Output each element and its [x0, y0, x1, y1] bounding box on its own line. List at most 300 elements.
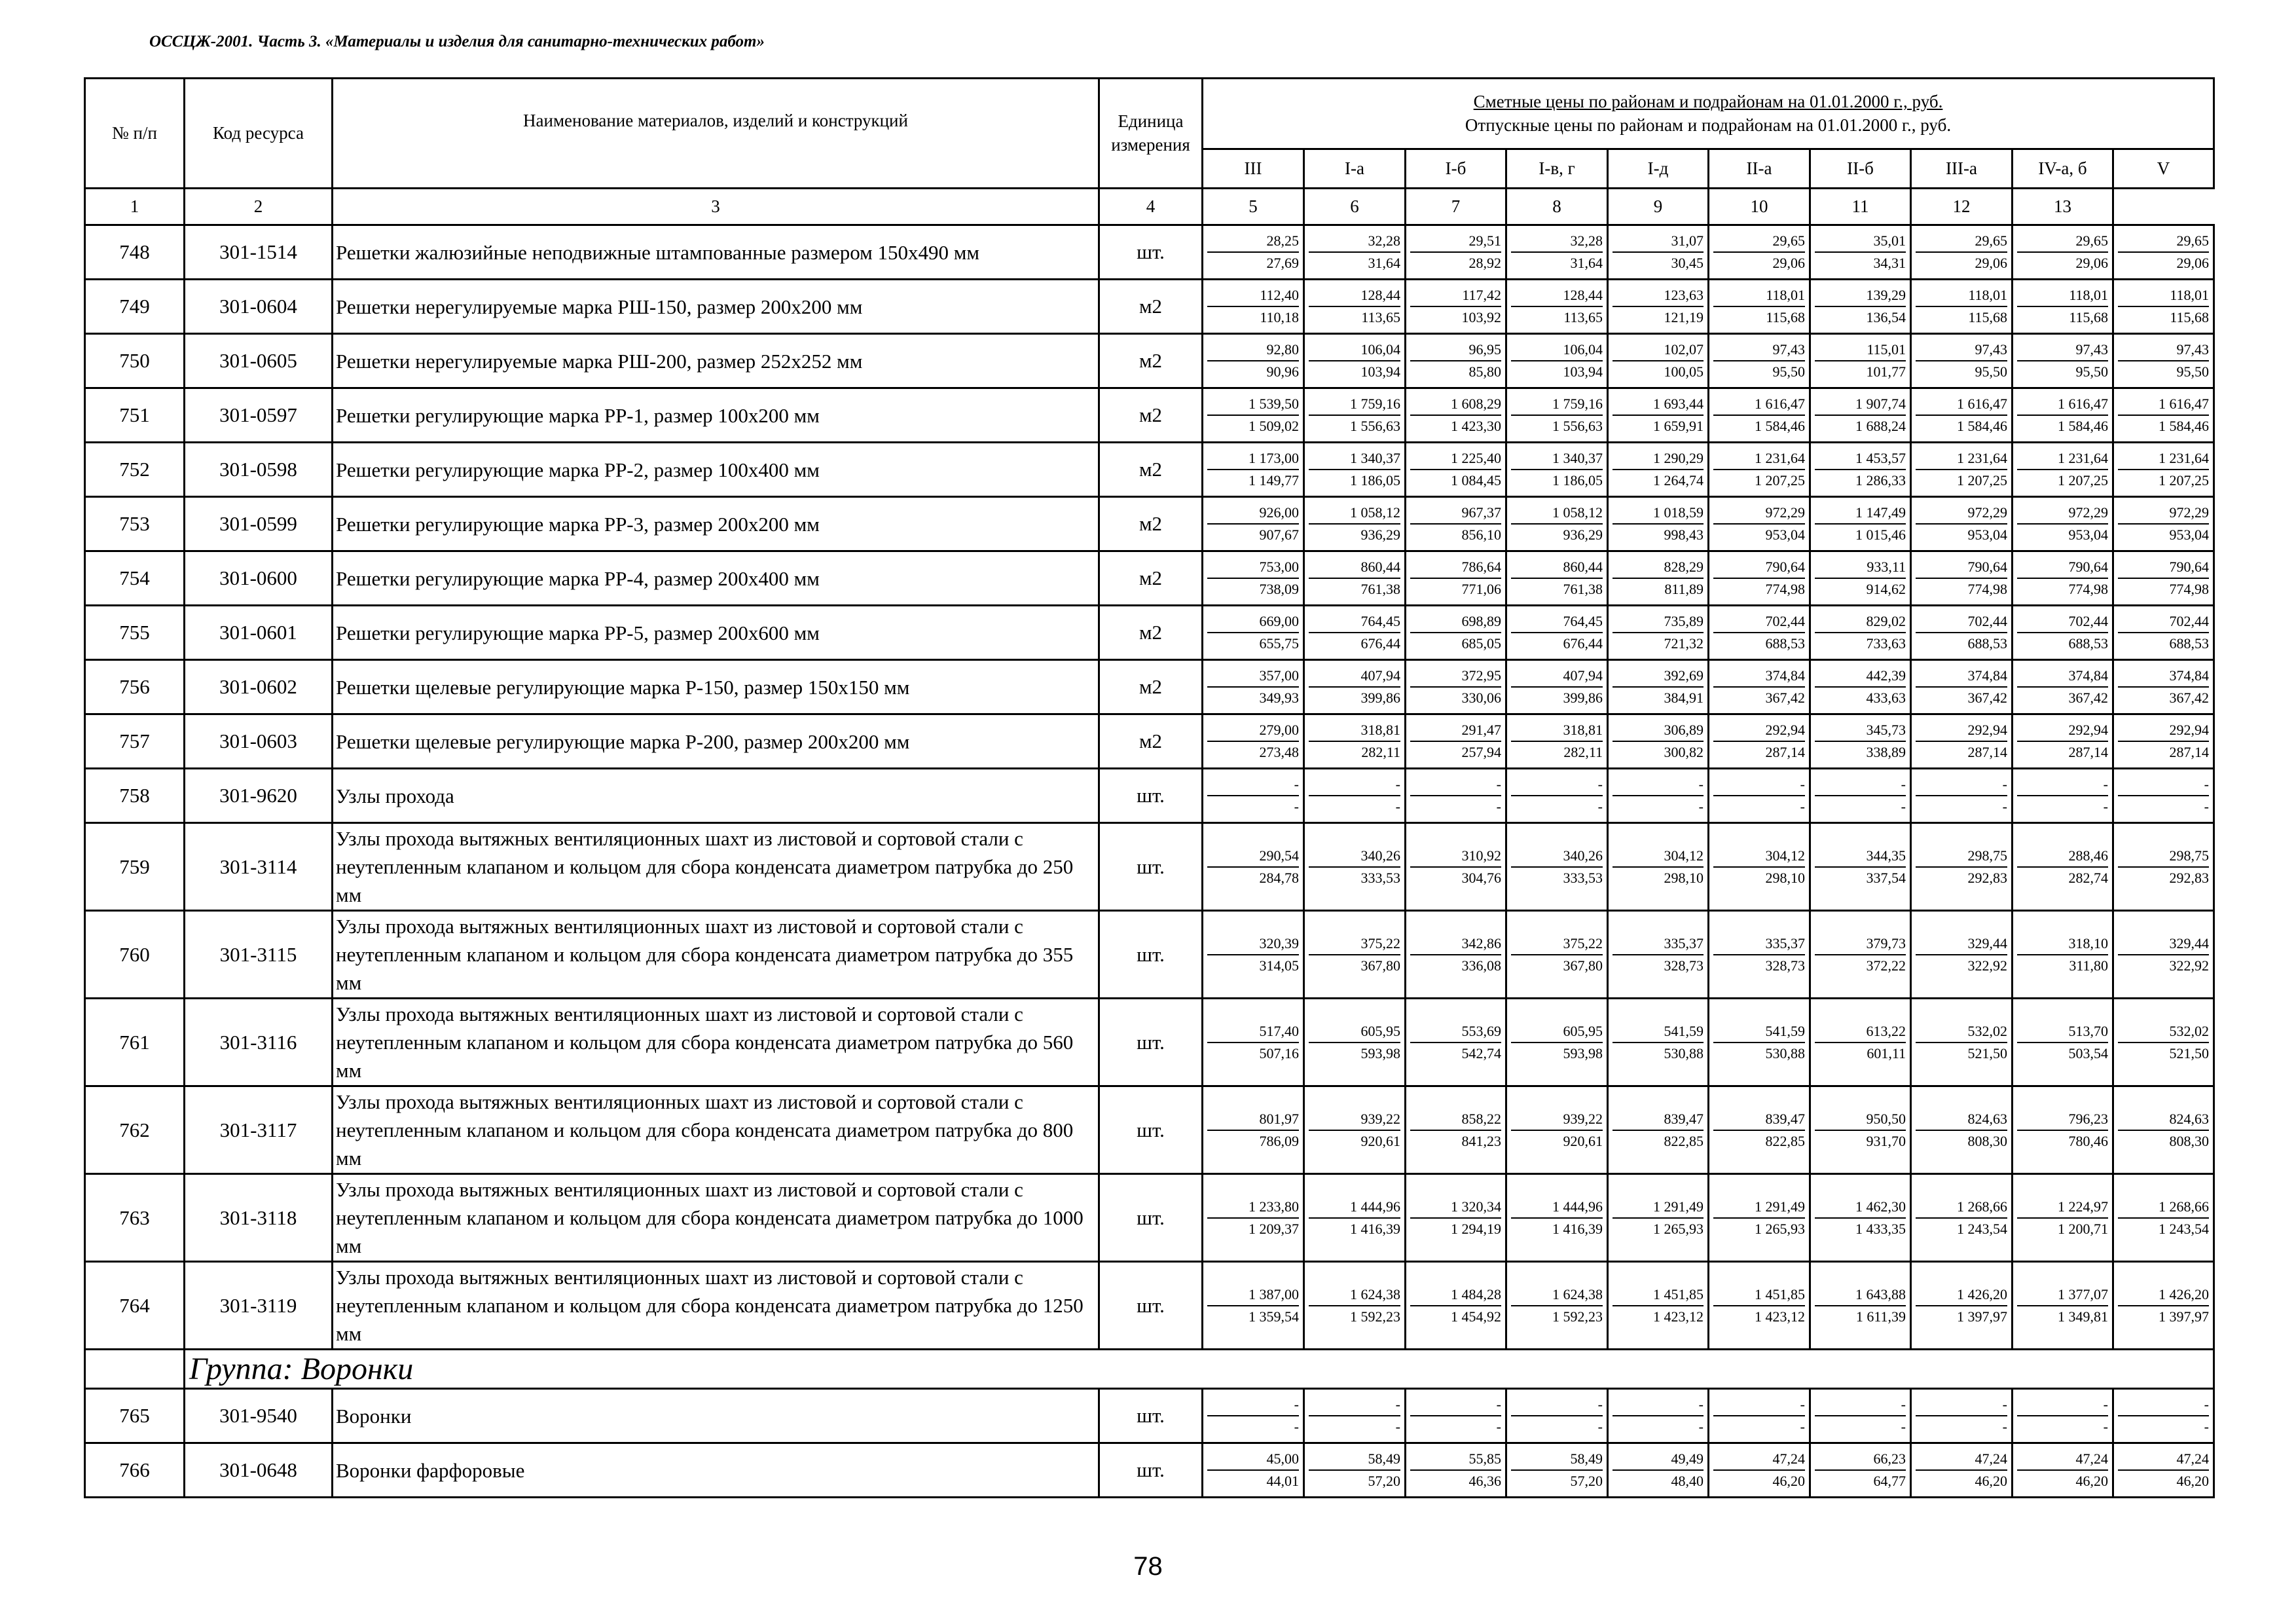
- release-price: 676,44: [1360, 635, 1400, 652]
- release-price: -: [1496, 1418, 1501, 1435]
- price-cell: [1304, 388, 1406, 443]
- col-header-prices: [1203, 79, 2214, 149]
- price-cell: [1709, 606, 1810, 660]
- estimate-price: 335,37: [1713, 933, 1805, 955]
- estimate-price: 304,12: [1613, 845, 1704, 868]
- estimate-price: 1 907,74: [1815, 394, 1906, 416]
- release-price: 507,16: [1259, 1044, 1299, 1061]
- unit-of-measure: шт.: [1099, 769, 1203, 823]
- price-cell: [2113, 1389, 2214, 1443]
- release-price: 57,20: [1368, 1473, 1400, 1489]
- estimate-price: 32,28: [1511, 231, 1603, 253]
- release-price: 931,70: [1866, 1132, 1906, 1149]
- estimate-price: 1 539,50: [1207, 394, 1299, 416]
- price-cell: [1911, 606, 2013, 660]
- release-price: 655,75: [1259, 635, 1299, 652]
- estimate-price: 829,02: [1815, 611, 1906, 633]
- page-number: 78: [1133, 1552, 1163, 1581]
- estimate-price: 1 340,37: [1309, 448, 1400, 470]
- table-row: [85, 823, 2214, 911]
- price-cell: [1911, 497, 2013, 551]
- estimate-price: 97,43: [2118, 339, 2209, 361]
- estimate-price: 1 224,97: [2017, 1196, 2108, 1219]
- release-price: 1 454,92: [1451, 1308, 1501, 1325]
- price-cell: [1406, 497, 1506, 551]
- release-price: 34,31: [1873, 255, 1906, 271]
- table-row: [85, 1086, 2214, 1174]
- price-cell: [1911, 769, 2013, 823]
- region-header: V: [2113, 149, 2214, 189]
- estimate-price: 605,95: [1309, 1021, 1400, 1043]
- price-cell: [1911, 1389, 2013, 1443]
- release-price: 1 186,05: [1552, 472, 1603, 489]
- release-price: 688,53: [1967, 635, 2007, 652]
- release-price: 841,23: [1461, 1132, 1501, 1149]
- price-cell: [2013, 1174, 2113, 1262]
- estimate-price: 1 693,44: [1613, 394, 1704, 416]
- estimate-price: 304,12: [1713, 845, 1805, 868]
- resource-code: 301-0599: [185, 497, 333, 551]
- row-number: 752: [85, 443, 185, 497]
- price-cell: [2113, 1262, 2214, 1350]
- price-cell: [1709, 769, 1810, 823]
- estimate-price: 790,64: [1713, 557, 1805, 579]
- price-cell: [2113, 1174, 2214, 1262]
- price-cell: [1911, 388, 2013, 443]
- price-cell: [1406, 388, 1506, 443]
- estimate-price: 1 018,59: [1613, 502, 1704, 525]
- release-price: 688,53: [1765, 635, 1805, 652]
- release-price: 1 584,46: [2058, 418, 2108, 434]
- estimate-price: 375,22: [1309, 933, 1400, 955]
- release-price: 953,04: [1765, 526, 1805, 543]
- estimate-price: 407,94: [1309, 665, 1400, 688]
- price-cell: [1203, 388, 1304, 443]
- group-label: Группа: Воронки: [185, 1350, 2214, 1389]
- release-price: 115,68: [2069, 309, 2108, 325]
- price-cell: [2013, 1389, 2113, 1443]
- estimate-price: 824,63: [2118, 1109, 2209, 1131]
- price-cell: [2113, 334, 2214, 388]
- material-name: Узлы прохода вытяжных вентиляционных шахт из листовой и сортовой стали с неутепленным клапаном и кольцом для сбора конденсата диаметром патрубка до 355 мм: [333, 911, 1099, 999]
- price-cell: [1608, 999, 1709, 1086]
- release-price: 100,05: [1664, 363, 1704, 380]
- release-price: 136,54: [1866, 309, 1906, 325]
- release-price: 367,42: [1967, 690, 2007, 706]
- unit-of-measure: м2: [1099, 606, 1203, 660]
- estimate-price: 1 616,47: [1916, 394, 2007, 416]
- price-cell: [1608, 1389, 1709, 1443]
- estimate-price: 97,43: [1916, 339, 2007, 361]
- release-price: 771,06: [1461, 581, 1501, 597]
- price-cell: [1203, 497, 1304, 551]
- region-header: I-д: [1608, 149, 1709, 189]
- price-cell: [1203, 911, 1304, 999]
- estimate-price: 764,45: [1511, 611, 1603, 633]
- estimate-price: 702,44: [2118, 611, 2209, 633]
- estimate-price: 926,00: [1207, 502, 1299, 525]
- resource-code: 301-0648: [185, 1443, 333, 1498]
- group-spacer: [85, 1350, 185, 1389]
- price-cell: [1203, 999, 1304, 1086]
- price-cell: [2013, 551, 2113, 606]
- release-price: -: [1294, 798, 1299, 815]
- estimate-price: 35,01: [1815, 231, 1906, 253]
- price-cell: [2013, 334, 2113, 388]
- column-index: 1: [85, 189, 185, 225]
- col-header-code: Код ресурса: [185, 79, 333, 189]
- estimate-price: 1 231,64: [1916, 448, 2007, 470]
- estimate-price: 292,94: [2118, 720, 2209, 742]
- price-cell: [1911, 714, 2013, 769]
- price-cell: [1304, 606, 1406, 660]
- release-price: 95,50: [1772, 363, 1805, 380]
- release-price: 688,53: [2169, 635, 2209, 652]
- price-cell: [2013, 443, 2113, 497]
- release-price: 257,94: [1461, 744, 1501, 760]
- price-cell: [1608, 334, 1709, 388]
- estimate-price: 1 453,57: [1815, 448, 1906, 470]
- table-row: [85, 280, 2214, 334]
- estimate-price: 292,94: [1713, 720, 1805, 742]
- release-price: 292,83: [2169, 869, 2209, 886]
- price-cell: [1911, 1262, 2013, 1350]
- price-cell: [1911, 911, 2013, 999]
- price-cell: [2013, 225, 2113, 280]
- price-cell: [1608, 1086, 1709, 1174]
- unit-of-measure: шт.: [1099, 911, 1203, 999]
- estimate-price: 1 058,12: [1511, 502, 1603, 525]
- release-price: 298,10: [1765, 869, 1805, 886]
- table-row: [85, 660, 2214, 714]
- price-cell: [2013, 497, 2113, 551]
- price-cell: [1608, 911, 1709, 999]
- release-price: 333,53: [1563, 869, 1603, 886]
- price-cell: [1810, 999, 1911, 1086]
- release-price: 311,80: [2069, 957, 2108, 974]
- estimate-price: -: [1207, 774, 1299, 796]
- estimate-price: 298,75: [2118, 845, 2209, 868]
- release-price: 95,50: [2176, 363, 2209, 380]
- unit-of-measure: м2: [1099, 714, 1203, 769]
- document-header: ОССЦЖ-2001. Часть 3. «Материалы и изделия для санитарно-технических работ»: [149, 33, 765, 50]
- estimate-price: 1 377,07: [2017, 1284, 2108, 1306]
- release-price: 856,10: [1461, 526, 1501, 543]
- price-cell: [1810, 769, 1911, 823]
- release-price: 1 243,54: [1957, 1220, 2007, 1237]
- price-cell: [2013, 660, 2113, 714]
- price-cell: [2013, 999, 2113, 1086]
- price-cell: [1608, 1443, 1709, 1498]
- table-row: [85, 225, 2214, 280]
- estimate-price: 1 231,64: [1713, 448, 1805, 470]
- price-cell: [2113, 911, 2214, 999]
- estimate-price: 374,84: [2017, 665, 2108, 688]
- release-price: 1 416,39: [1552, 1220, 1603, 1237]
- estimate-price: 329,44: [1916, 933, 2007, 955]
- release-price: 761,38: [1360, 581, 1400, 597]
- release-price: 113,65: [1361, 309, 1400, 325]
- release-price: 808,30: [2169, 1132, 2209, 1149]
- col-header-unit: Единица измерения: [1099, 79, 1203, 189]
- estimate-price: 117,42: [1410, 285, 1501, 307]
- estimate-price: 1 231,64: [2118, 448, 2209, 470]
- release-price: -: [1901, 1418, 1906, 1435]
- estimate-price: 47,24: [2017, 1449, 2108, 1471]
- material-name: Узлы прохода вытяжных вентиляционных шахт из листовой и сортовой стали с неутепленным клапаном и кольцом для сбора конденсата диаметром патрубка до 560 мм: [333, 999, 1099, 1086]
- release-price: 29,06: [1975, 255, 2007, 271]
- price-cell: [1608, 443, 1709, 497]
- price-cell: [2013, 1086, 2113, 1174]
- release-price: 521,50: [2169, 1044, 2209, 1061]
- release-price: 48,40: [1671, 1473, 1704, 1489]
- estimate-price: 375,22: [1511, 933, 1603, 955]
- table-row: [85, 443, 2214, 497]
- estimate-price: 786,64: [1410, 557, 1501, 579]
- release-price: 95,50: [2075, 363, 2108, 380]
- release-price: 121,19: [1664, 309, 1704, 325]
- table-row: [85, 1443, 2214, 1498]
- material-name: Решетки щелевые регулирующие марка Р-150, размер 150х150 мм: [333, 660, 1099, 714]
- estimate-price: 702,44: [1916, 611, 2007, 633]
- resource-code: 301-9620: [185, 769, 333, 823]
- unit-of-measure: шт.: [1099, 999, 1203, 1086]
- price-cell: [2013, 606, 2113, 660]
- price-cell: [1810, 388, 1911, 443]
- estimate-price: 340,26: [1511, 845, 1603, 868]
- release-price: 367,80: [1360, 957, 1400, 974]
- release-price: 31,64: [1570, 255, 1603, 271]
- release-price: 1 611,39: [1855, 1308, 1906, 1325]
- release-price: 1 397,97: [1957, 1308, 2007, 1325]
- resource-code: 301-3117: [185, 1086, 333, 1174]
- estimate-price: 1 444,96: [1511, 1196, 1603, 1219]
- release-price: 103,94: [1360, 363, 1400, 380]
- estimate-price: 613,22: [1815, 1021, 1906, 1043]
- price-cell: [1709, 443, 1810, 497]
- estimate-price: -: [1713, 1394, 1805, 1416]
- price-cell: [1911, 1086, 2013, 1174]
- release-price: 953,04: [2169, 526, 2209, 543]
- estimate-price: 31,07: [1613, 231, 1704, 253]
- group-row: [85, 1350, 2214, 1389]
- price-cell: [1506, 769, 1608, 823]
- release-price: 1 200,71: [2058, 1220, 2108, 1237]
- resource-code: 301-9540: [185, 1389, 333, 1443]
- price-cell: [1506, 1086, 1608, 1174]
- price-cell: [2113, 388, 2214, 443]
- release-price: 1 243,54: [2159, 1220, 2209, 1237]
- release-price: -: [1294, 1418, 1299, 1435]
- estimate-price: 29,65: [1916, 231, 2007, 253]
- column-index: 4: [1099, 189, 1203, 225]
- release-price: 314,05: [1259, 957, 1299, 974]
- estimate-price: 118,01: [1713, 285, 1805, 307]
- price-cell: [1810, 1174, 1911, 1262]
- row-number: 761: [85, 999, 185, 1086]
- estimate-price: 1 340,37: [1511, 448, 1603, 470]
- price-cell: [1810, 606, 1911, 660]
- release-price: 774,98: [1765, 581, 1805, 597]
- row-number: 753: [85, 497, 185, 551]
- region-header: I-б: [1406, 149, 1506, 189]
- price-cell: [1709, 714, 1810, 769]
- release-price: 336,08: [1461, 957, 1501, 974]
- region-header: IV-а, б: [2013, 149, 2113, 189]
- price-cell: [1406, 551, 1506, 606]
- row-number: 764: [85, 1262, 185, 1350]
- unit-of-measure: м2: [1099, 443, 1203, 497]
- table-row: [85, 334, 2214, 388]
- row-number: 758: [85, 769, 185, 823]
- price-cell: [1304, 769, 1406, 823]
- estimate-price: 47,24: [1916, 1449, 2007, 1471]
- column-index: 3: [333, 189, 1099, 225]
- estimate-price: 824,63: [1916, 1109, 2007, 1131]
- estimate-price: 49,49: [1613, 1449, 1704, 1471]
- price-cell: [1406, 1262, 1506, 1350]
- release-price: 367,42: [1765, 690, 1805, 706]
- release-price: 367,42: [2169, 690, 2209, 706]
- release-price: 786,09: [1259, 1132, 1299, 1149]
- release-price: 1 397,97: [2159, 1308, 2209, 1325]
- price-cell: [1506, 1262, 1608, 1350]
- estimate-price: 66,23: [1815, 1449, 1906, 1471]
- estimate-price: 344,35: [1815, 845, 1906, 868]
- price-cell: [1304, 1443, 1406, 1498]
- price-cell: [1810, 1389, 1911, 1443]
- release-price: 1 265,93: [1653, 1220, 1704, 1237]
- price-cell: [1709, 280, 1810, 334]
- estimate-price: 860,44: [1309, 557, 1400, 579]
- estimate-price: -: [1511, 774, 1603, 796]
- unit-of-measure: м2: [1099, 551, 1203, 606]
- unit-of-measure: шт.: [1099, 1389, 1203, 1443]
- price-cell: [1608, 769, 1709, 823]
- price-cell: [1709, 1262, 1810, 1350]
- estimate-price: 329,44: [2118, 933, 2209, 955]
- release-price: 1 349,81: [2058, 1308, 2108, 1325]
- price-cell: [1203, 1086, 1304, 1174]
- price-cell: [1304, 660, 1406, 714]
- price-cell: [1608, 1262, 1709, 1350]
- resource-code: 301-3116: [185, 999, 333, 1086]
- release-price: 282,74: [2068, 869, 2108, 886]
- estimate-price: 517,40: [1207, 1021, 1299, 1043]
- estimate-price: 372,95: [1410, 665, 1501, 688]
- estimate-price: 702,44: [2017, 611, 2108, 633]
- table-row: [85, 606, 2214, 660]
- release-price: 287,14: [2169, 744, 2209, 760]
- release-price: 936,29: [1563, 526, 1603, 543]
- release-price: 115,68: [1766, 309, 1805, 325]
- estimate-price: 967,37: [1410, 502, 1501, 525]
- release-price: 953,04: [2068, 526, 2108, 543]
- column-index: 5: [1203, 189, 1304, 225]
- release-price: 367,80: [1563, 957, 1603, 974]
- estimate-price: 790,64: [2118, 557, 2209, 579]
- release-price: -: [1800, 1418, 1805, 1435]
- release-price: 29,06: [2075, 255, 2108, 271]
- release-price: 936,29: [1360, 526, 1400, 543]
- material-name: Решетки регулирующие марка РР-5, размер 200х600 мм: [333, 606, 1099, 660]
- price-cell: [1304, 551, 1406, 606]
- estimate-price: 92,80: [1207, 339, 1299, 361]
- material-name: Решетки щелевые регулирующие марка Р-200, размер 200х200 мм: [333, 714, 1099, 769]
- estimate-price: 298,75: [1916, 845, 2007, 868]
- row-number: 756: [85, 660, 185, 714]
- material-name: Узлы прохода вытяжных вентиляционных шахт из листовой и сортовой стали с неутепленным клапаном и кольцом для сбора конденсата диаметром патрубка до 250 мм: [333, 823, 1099, 911]
- release-price: -: [2103, 798, 2108, 815]
- release-price: 780,46: [2068, 1132, 2108, 1149]
- price-cell: [1608, 280, 1709, 334]
- estimate-price: 1 291,49: [1613, 1196, 1704, 1219]
- price-cell: [1709, 1086, 1810, 1174]
- row-number: 760: [85, 911, 185, 999]
- material-name: Узлы прохода вытяжных вентиляционных шахт из листовой и сортовой стали с неутепленным клапаном и кольцом для сбора конденсата диаметром патрубка до 1250 мм: [333, 1262, 1099, 1350]
- price-cell: [1304, 999, 1406, 1086]
- price-cell: [1406, 1174, 1506, 1262]
- price-cell: [1506, 999, 1608, 1086]
- release-price: 907,67: [1259, 526, 1299, 543]
- release-price: 31,64: [1368, 255, 1400, 271]
- price-cell: [1203, 660, 1304, 714]
- price-cell: [1810, 714, 1911, 769]
- estimate-price: 279,00: [1207, 720, 1299, 742]
- release-price: 688,53: [2068, 635, 2108, 652]
- price-cell: [1810, 551, 1911, 606]
- release-price: 101,77: [1866, 363, 1906, 380]
- unit-of-measure: шт.: [1099, 1443, 1203, 1498]
- price-cell: [1203, 334, 1304, 388]
- price-cell: [1406, 1443, 1506, 1498]
- price-cell: [1709, 1389, 1810, 1443]
- estimate-price: 97,43: [1713, 339, 1805, 361]
- release-price: 811,89: [1664, 581, 1704, 597]
- price-cell: [1709, 497, 1810, 551]
- price-cell: [1406, 334, 1506, 388]
- price-cell: [1709, 388, 1810, 443]
- price-cell: [1608, 823, 1709, 911]
- price-cell: [1203, 714, 1304, 769]
- release-price: -: [1597, 1418, 1603, 1435]
- estimate-price: 118,01: [1916, 285, 2007, 307]
- estimate-price: 139,29: [1815, 285, 1906, 307]
- release-price: 1 584,46: [2159, 418, 2209, 434]
- release-price: 30,45: [1671, 255, 1704, 271]
- release-price: 328,73: [1664, 957, 1704, 974]
- price-cell: [1608, 388, 1709, 443]
- price-cell: [2113, 1443, 2214, 1498]
- estimate-price: 553,69: [1410, 1021, 1501, 1043]
- column-index: 8: [1506, 189, 1608, 225]
- price-cell: [1304, 714, 1406, 769]
- price-cell: [1506, 1174, 1608, 1262]
- release-price: 115,68: [1968, 309, 2007, 325]
- price-cell: [2113, 443, 2214, 497]
- table-row: [85, 1389, 2214, 1443]
- release-price: 46,36: [1468, 1473, 1501, 1489]
- release-price: 29,06: [2176, 255, 2209, 271]
- release-price: 27,69: [1266, 255, 1299, 271]
- price-cell: [1506, 551, 1608, 606]
- price-cell: [1506, 1443, 1608, 1498]
- estimate-price: 541,59: [1613, 1021, 1704, 1043]
- resource-code: 301-0603: [185, 714, 333, 769]
- release-price: 1 423,12: [1755, 1308, 1805, 1325]
- release-price: 433,63: [1866, 690, 1906, 706]
- release-price: 367,42: [2068, 690, 2108, 706]
